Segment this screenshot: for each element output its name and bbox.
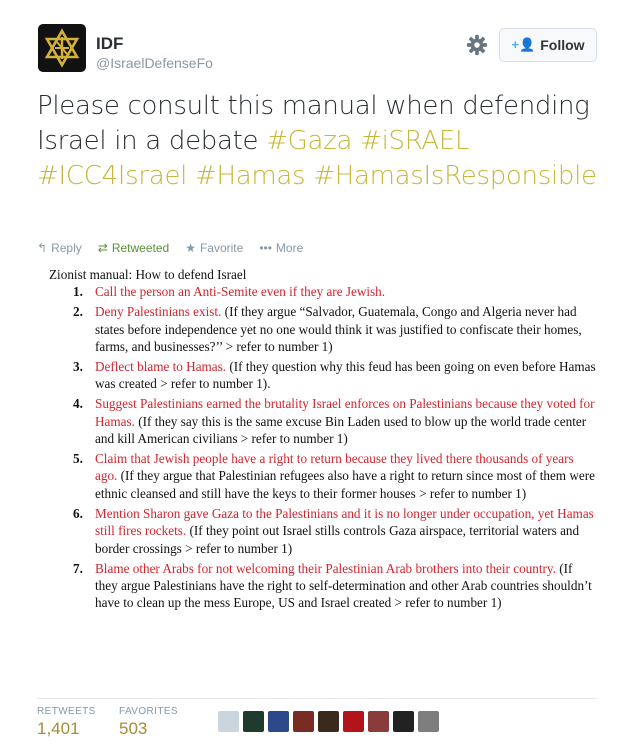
reply-button[interactable] xyxy=(37,241,82,255)
manual-item-rebuttal: (If they argue “Salvador, Guatemala, Congo and Algeria never had states before independence yet no one would think it was justified to confiscate their homes, farms, and businesses?’’ > refer to number 1) xyxy=(95,304,582,355)
favoriter-avatar[interactable] xyxy=(243,711,264,732)
manual-item xyxy=(73,560,597,612)
favoriter-avatar[interactable] xyxy=(218,711,239,732)
manual-item-claim: Call the person an Anti-Semite even if they are Jewish. xyxy=(95,284,386,300)
favoriter-avatar[interactable] xyxy=(393,711,414,732)
favorite-button[interactable] xyxy=(185,241,243,255)
retweets-label: RETWEETS xyxy=(37,706,96,717)
favoriter-avatar[interactable] xyxy=(318,711,339,732)
tweet-text-segment xyxy=(187,161,195,191)
manual-image[interactable] xyxy=(49,266,597,612)
reply-label: Reply xyxy=(51,241,82,255)
divider xyxy=(37,698,597,699)
manual-item-rebuttal: (If they question why this feud has been going on even before Hamas was created > refer to number 1). xyxy=(95,359,596,392)
tweet-text xyxy=(37,89,597,194)
add-user-icon: +👤 xyxy=(511,37,536,52)
hashtag-link[interactable]: #iSRAEL xyxy=(360,126,470,156)
more-label: More xyxy=(275,241,304,255)
retweet-label: Retweeted xyxy=(111,241,170,255)
manual-item xyxy=(73,450,597,502)
user-handle[interactable]: @IsraelDefenseFo xyxy=(96,55,213,71)
manual-item-claim: Claim that Jewish people have a right to return because they lived there thousands of years ago. xyxy=(95,451,574,484)
manual-item xyxy=(73,358,597,393)
manual-item-number: 4. xyxy=(73,396,83,412)
favoriter-avatar[interactable] xyxy=(418,711,439,732)
manual-item-claim: Deny Palestinians exist. xyxy=(95,304,222,320)
favoriter-avatar[interactable] xyxy=(293,711,314,732)
more-button[interactable] xyxy=(259,241,303,255)
favorites-count[interactable]: 503 xyxy=(119,719,148,738)
manual-item-claim: Mention Sharon gave Gaza to the Palestinians and it is no longer under occupation, yet Hamas still fires rockets. xyxy=(95,505,594,539)
manual-item-claim: Suggest Palestinians earned the brutality Israel enforces on Palestinians because they voted for Hamas. xyxy=(95,396,595,429)
retweet-icon: ⇄ xyxy=(97,241,108,255)
hashtag-link[interactable]: #ICC4Israel xyxy=(37,161,188,191)
more-icon: ••• xyxy=(259,241,272,255)
follow-button[interactable] xyxy=(499,28,597,62)
manual-title: Zionist manual: How to defend Israel xyxy=(49,267,247,282)
manual-item-number: 6. xyxy=(73,505,83,521)
favoriter-avatar[interactable] xyxy=(268,711,289,732)
manual-item-rebuttal: (If they argue that Palestinian refugees also have a right to return since most of them were ethnic cleansed and still have the keys to their former houses > refer to number 1) xyxy=(95,468,595,501)
reply-icon: ↰ xyxy=(37,241,48,255)
favoriter-avatar[interactable] xyxy=(368,711,389,732)
user-name[interactable]: IDF xyxy=(96,34,124,53)
manual-item-number: 1. xyxy=(73,284,83,300)
favorites-label: FAVORITES xyxy=(119,706,178,717)
manual-item-number: 2. xyxy=(73,304,83,320)
follow-label: Follow xyxy=(540,37,585,53)
avatar[interactable] xyxy=(38,24,86,72)
tweet-actions xyxy=(37,241,303,255)
manual-item-rebuttal: (If they point out Israel stills controls Gaza airspace, territorial waters and border crossings > refer to number 1) xyxy=(95,523,580,556)
manual-item-rebuttal: (If they say this is the same excuse Bin Laden used to blow up the world trade center and kill American civilians > refer to number 1) xyxy=(95,413,587,447)
manual-item-claim: Blame other Arabs for not welcoming their Palestinian Arab brothers into their country. xyxy=(95,560,556,576)
star-icon: ★ xyxy=(185,241,196,255)
idf-logo-icon xyxy=(42,28,82,68)
favoriter-avatar[interactable] xyxy=(343,711,364,732)
manual-item xyxy=(73,303,597,355)
retweets-count[interactable]: 1,401 xyxy=(37,719,80,738)
manual-item xyxy=(73,505,597,557)
tweet-text-segment xyxy=(352,126,360,156)
manual-item-number: 3. xyxy=(73,359,83,375)
manual-item-claim: Deflect blame to Hamas. xyxy=(95,359,227,375)
hashtag-link[interactable]: #HamasIsResponsible xyxy=(313,161,597,191)
manual-item xyxy=(73,395,597,447)
retweet-button[interactable] xyxy=(98,241,169,255)
favoriters-avatars xyxy=(218,711,439,732)
manual-item-number: 5. xyxy=(73,451,83,467)
favorite-label: Favorite xyxy=(199,241,244,255)
manual-item-number: 7. xyxy=(73,560,83,576)
manual-item xyxy=(73,283,597,300)
manual-list xyxy=(49,283,597,611)
hashtag-link[interactable]: #Hamas xyxy=(195,161,306,191)
manual-item-rebuttal: (If they argue Palestinians have the right to self-determination and other Arab countries shouldn’t have to clean up the mess Europe, US and Israel created > refer to number 1) xyxy=(95,560,592,611)
hashtag-link[interactable]: #Gaza xyxy=(266,126,353,156)
gear-icon[interactable] xyxy=(466,34,488,56)
tweet-text-segment: Please consult this manual when defending Israel in a debate xyxy=(37,91,590,156)
